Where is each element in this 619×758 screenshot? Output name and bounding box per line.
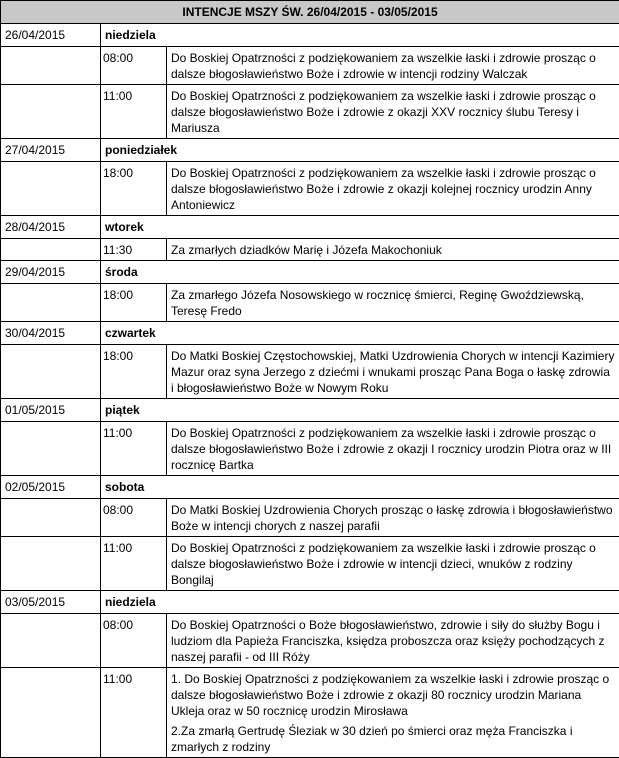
day-weekday: czwartek (101, 322, 619, 345)
mass-intention (167, 85, 619, 139)
mass-time: 08:00 (101, 614, 167, 668)
mass-row (1, 239, 619, 261)
day-date: 30/04/2015 (1, 322, 101, 345)
empty-date-cell (1, 668, 101, 758)
intention-text: Do Matki Boskiej Uzdrowienia Chorych prosząc o łaskę zdrowia i błogosławieństwo Boże w intencji chorych z naszej parafii (171, 502, 615, 534)
empty-date-cell (1, 162, 101, 216)
mass-row (1, 162, 619, 216)
day-date: 29/04/2015 (1, 261, 101, 284)
intention-text: Do Boskiej Opatrzności z podziękowaniem za wszelkie łaski i zdrowie prosząc o dalsze błogosławieństwo Boże i zdrowie z okazji I rocznicy urodzin Piotra oraz w III rocznicę Bartka (171, 425, 615, 473)
empty-date-cell (1, 284, 101, 322)
day-weekday: wtorek (101, 216, 619, 239)
mass-row (1, 284, 619, 322)
empty-date-cell (1, 614, 101, 668)
mass-row (1, 345, 619, 399)
intention-text: 2.Za zmarłą Gertrudę Śleziak w 30 dzień po śmierci oraz męża Franciszka i zmarłych z rodziny (171, 723, 615, 755)
intention-text: Do Boskiej Opatrzności o Boże błogosławieństwo, zdrowie i siły do służby Bogu i ludziom dla Papieża Franciszka, księdza proboszcza oraz księży pochodzących z naszej parafii - od III Róży (171, 617, 615, 665)
empty-date-cell (1, 239, 101, 261)
mass-intention (167, 422, 619, 476)
day-header-row (1, 216, 619, 239)
intention-text: Za zmarłego Józefa Nosowskiego w rocznicę śmierci, Reginę Gwoździewską, Teresę Fredo (171, 287, 615, 319)
mass-time: 11:30 (101, 239, 167, 261)
empty-date-cell (1, 47, 101, 85)
empty-date-cell (1, 422, 101, 476)
mass-time: 08:00 (101, 47, 167, 85)
mass-intention (167, 345, 619, 399)
day-header-row (1, 399, 619, 422)
day-date: 26/04/2015 (1, 24, 101, 47)
empty-date-cell (1, 85, 101, 139)
day-weekday: środa (101, 261, 619, 284)
mass-time: 11:00 (101, 537, 167, 591)
intention-text: Do Boskiej Opatrzności z podziękowaniem za wszelkie łaski i zdrowie prosząc o dalsze błogosławieństwo Boże i zdrowie w intencji rodziny Walczak (171, 50, 615, 82)
intention-text: 1. Do Boskiej Opatrzności z podziękowaniem za wszelkie łaski i zdrowie prosząc o dalsze błogosławieństwo Boże i zdrowie z okazji 80 rocznicy urodzin Mariana Ukleja oraz w 50 rocznicę urodzin Mirosława (171, 671, 615, 719)
mass-intention (167, 47, 619, 85)
empty-date-cell (1, 499, 101, 537)
mass-row (1, 668, 619, 758)
mass-time: 18:00 (101, 284, 167, 322)
day-header-row (1, 591, 619, 614)
mass-intention (167, 614, 619, 668)
day-weekday: niedziela (101, 24, 619, 47)
mass-row (1, 85, 619, 139)
day-header-row (1, 322, 619, 345)
intention-text: Do Boskiej Opatrzności z podziękowaniem za wszelkie łaski i zdrowie prosząc o dalsze błogosławieństwo Boże i zdrowie z okazji kolejnej rocznicy urodzin Anny Antoniewicz (171, 165, 615, 213)
mass-intention (167, 668, 619, 758)
sheet-title: INTENCJE MSZY ŚW. 26/04/2015 - 03/05/2015 (1, 1, 619, 24)
mass-row (1, 614, 619, 668)
mass-intention (167, 239, 619, 261)
mass-row (1, 422, 619, 476)
mass-intention (167, 162, 619, 216)
day-weekday: sobota (101, 476, 619, 499)
day-date: 02/05/2015 (1, 476, 101, 499)
day-header-row (1, 476, 619, 499)
mass-time: 11:00 (101, 668, 167, 758)
title-row (1, 1, 619, 24)
mass-time: 18:00 (101, 162, 167, 216)
day-date: 27/04/2015 (1, 139, 101, 162)
day-header-row (1, 261, 619, 284)
day-weekday: poniedziałek (101, 139, 619, 162)
day-weekday: piątek (101, 399, 619, 422)
day-date: 28/04/2015 (1, 216, 101, 239)
day-header-row (1, 24, 619, 47)
mass-row (1, 499, 619, 537)
intention-text: Do Boskiej Opatrzności z podziękowaniem za wszelkie łaski i zdrowie prosząc o dalsze błogosławieństwo Boże i zdrowie z okazji XXV rocznicy ślubu Teresy i Mariusza (171, 88, 615, 136)
intention-text: Do Matki Boskiej Częstochowskiej, Matki Uzdrowienia Chorych w intencji Kazimiery Mazur oraz syna Jerzego z dziećmi i wnukami prosząc Pana Boga o łaskę zdrowia i błogosławieństwo Boże w Nowym Roku (171, 348, 615, 396)
mass-time: 11:00 (101, 85, 167, 139)
mass-row (1, 537, 619, 591)
mass-time: 18:00 (101, 345, 167, 399)
empty-date-cell (1, 345, 101, 399)
day-date: 01/05/2015 (1, 399, 101, 422)
day-header-row (1, 139, 619, 162)
intention-text: Do Boskiej Opatrzności z podziękowaniem za wszelkie łaski i zdrowie prosząc o dalsze błogosławieństwo Boże i zdrowie w intencji dzieci, wnuków z rodziny Bongilaj (171, 540, 615, 588)
day-date: 03/05/2015 (1, 591, 101, 614)
mass-time: 08:00 (101, 499, 167, 537)
mass-intention (167, 537, 619, 591)
mass-intention (167, 284, 619, 322)
empty-date-cell (1, 537, 101, 591)
intention-text: Za zmarłych dziadków Marię i Józefa Makochoniuk (171, 242, 615, 258)
day-weekday: niedziela (101, 591, 619, 614)
mass-time: 11:00 (101, 422, 167, 476)
mass-row (1, 47, 619, 85)
mass-intention (167, 499, 619, 537)
